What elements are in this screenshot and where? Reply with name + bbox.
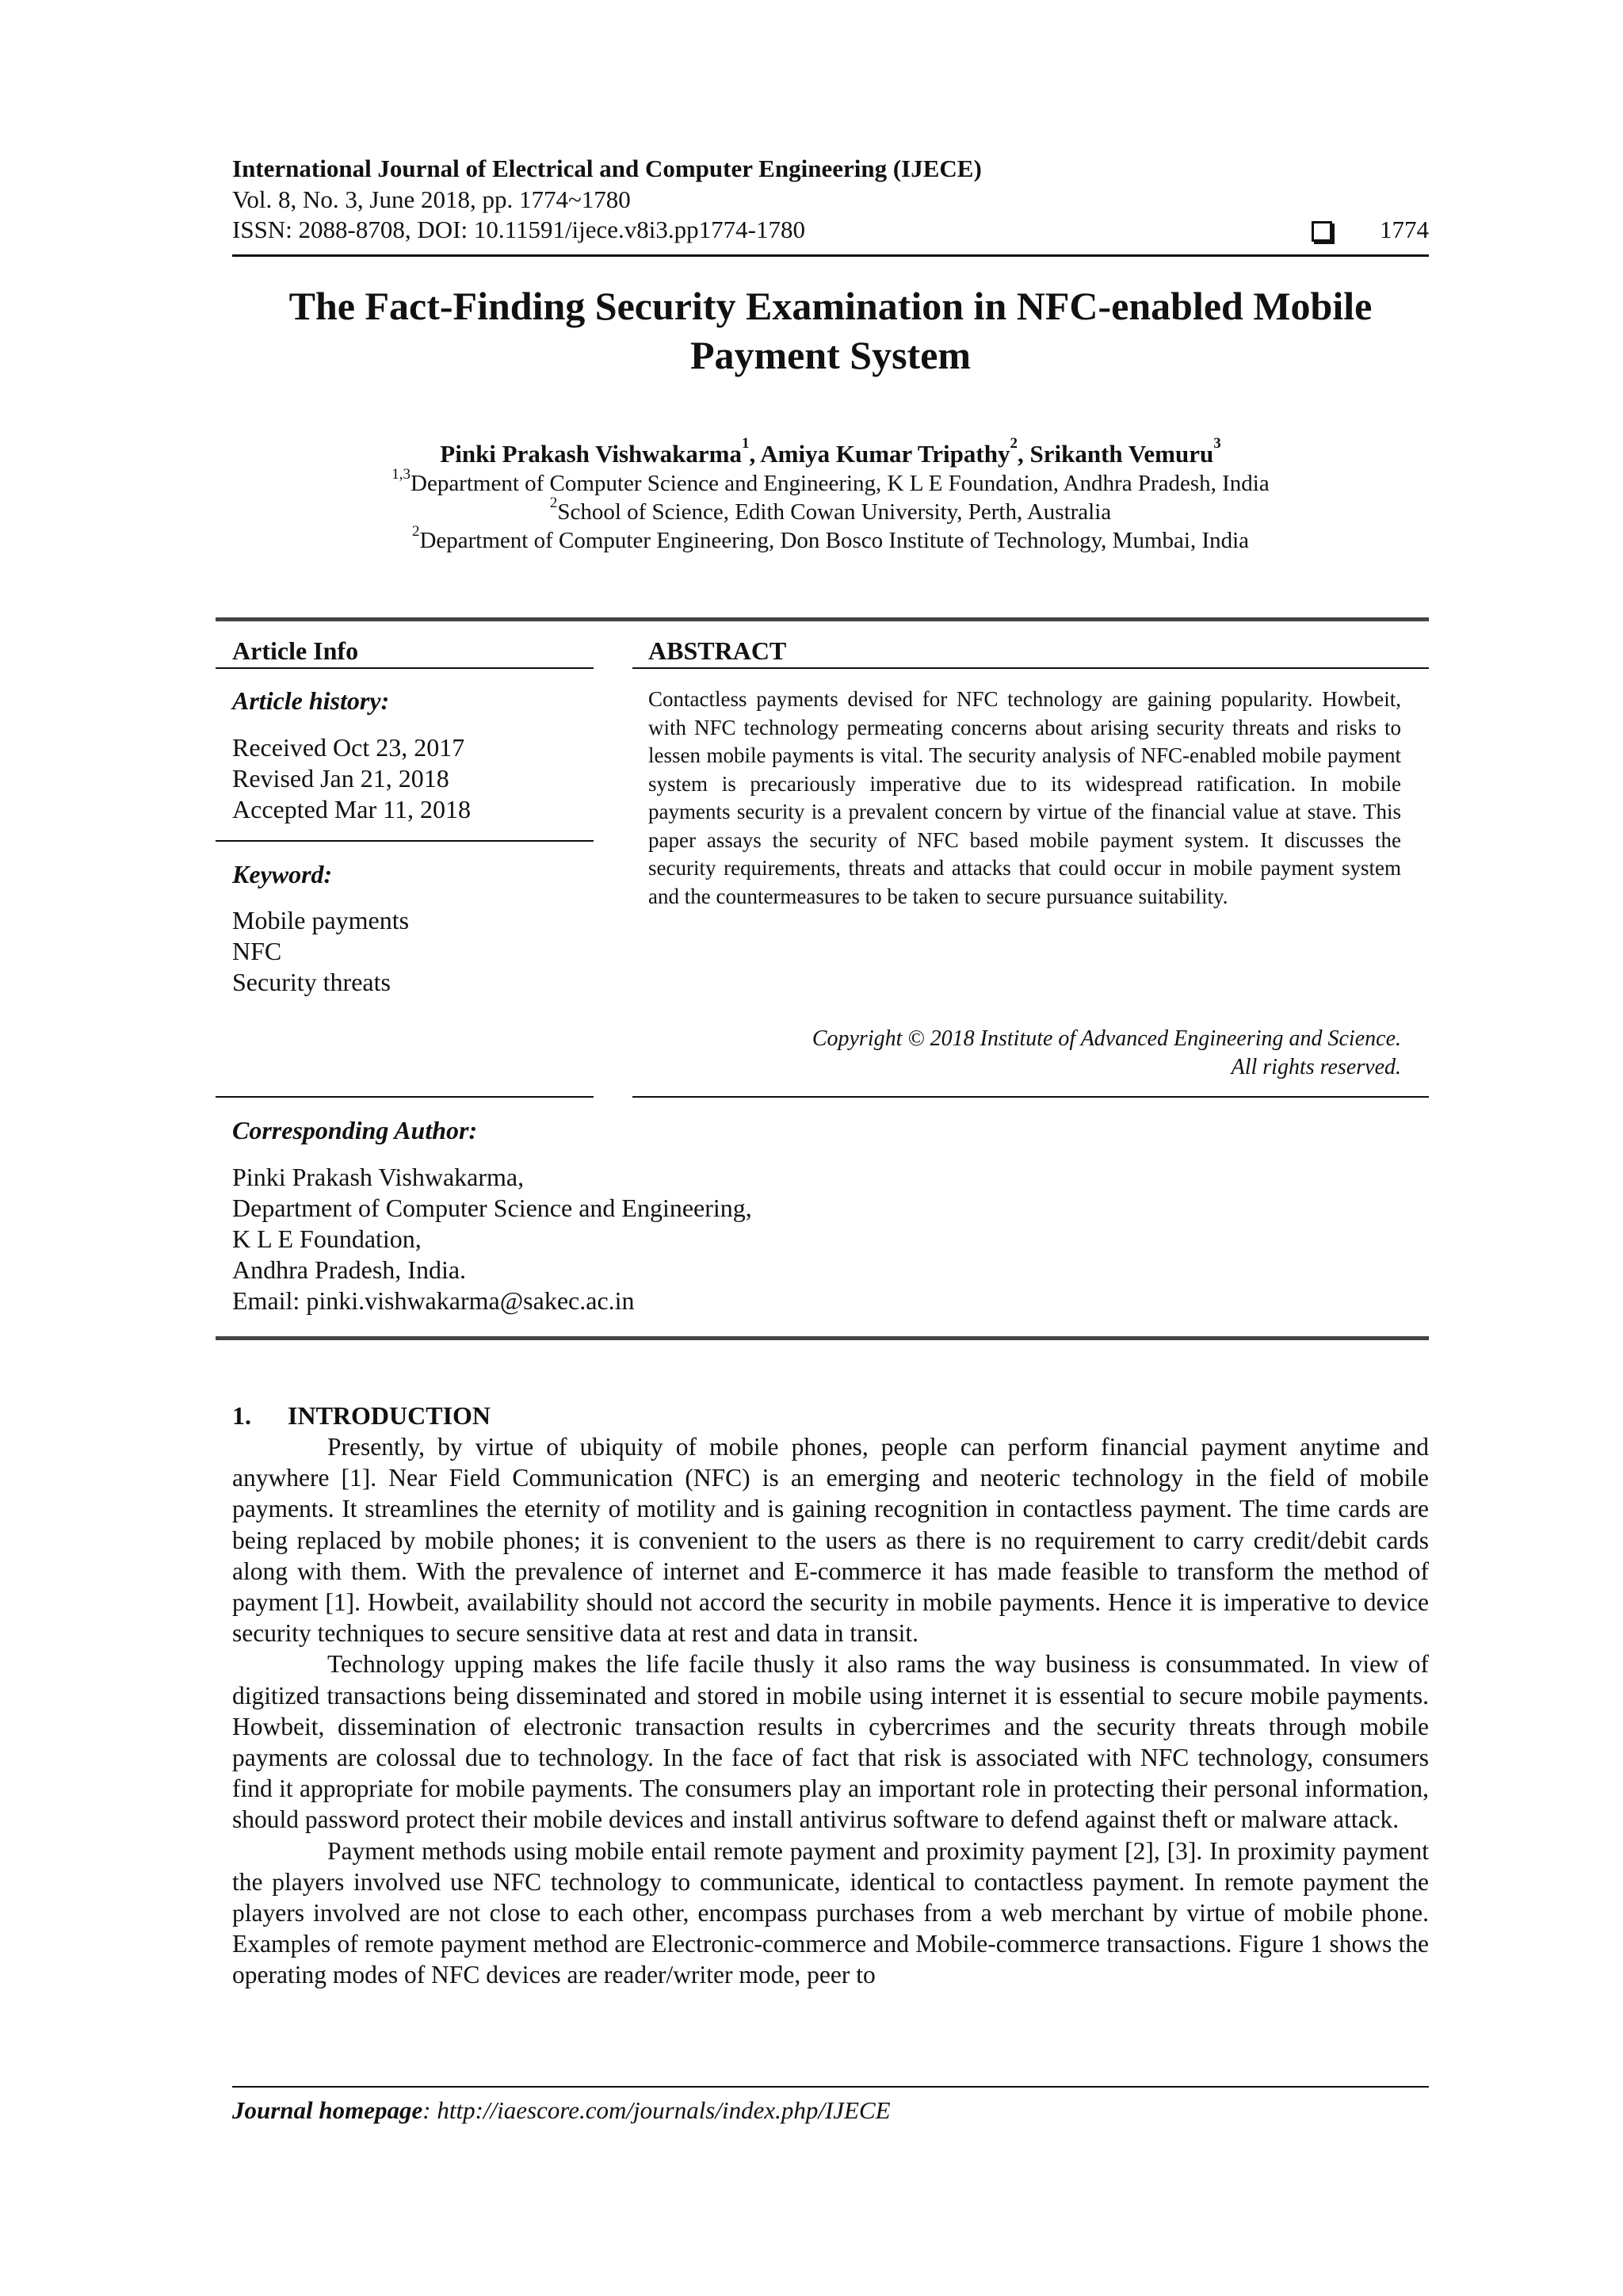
rights-line: All rights reserved. xyxy=(1231,1055,1401,1079)
keyword-item: Mobile payments xyxy=(232,906,410,934)
author-separator: , xyxy=(1017,440,1030,468)
copyright-notice xyxy=(812,1025,1401,1082)
affiliation xyxy=(232,495,1429,525)
article-history-heading: Article history: xyxy=(232,686,390,715)
abstract-rule xyxy=(632,667,1429,669)
article-info-rule xyxy=(216,667,594,669)
square-box-icon xyxy=(1312,221,1332,242)
page-marker xyxy=(1312,216,1429,244)
author-institution: K L E Foundation, xyxy=(232,1224,422,1253)
affiliation-marker: 2 xyxy=(549,495,558,511)
journal-name: International Journal of Electrical and Computer Engineering (IJECE) xyxy=(232,155,982,182)
section-title: INTRODUCTION xyxy=(288,1401,491,1430)
keyword-item: NFC xyxy=(232,937,282,965)
paragraph: Presently, by virtue of ubiquity of mobile phones, people can perform financial payment anytime and anywhere [1]. Near Field Communication (NFC) is an emerging and neoteric technology in the field of mobile payments. It streamlines the eternity of motility and is gaining recognition in contactless payment. The time cards are being replaced by mobile phones; it is convenient to the users as there is no requirement to carry credit/debit cards along with them. With the prevalence of internet and E-commerce it has made feasible to transform the method of payment [1]. Howbeit, availability should not accord the security in mobile payments. Hence it is imperative to device security techniques to secure sensitive data at rest and data in transit. xyxy=(232,1433,1429,1648)
copyright-line: Copyright © 2018 Institute of Advanced Engineering and Science. xyxy=(812,1026,1401,1051)
page-number: 1774 xyxy=(1380,216,1429,243)
issn-doi: ISSN: 2088-8708, DOI: 10.11591/ijece.v8i3.pp1774-1780 xyxy=(232,216,805,243)
author-affil-marker: 1 xyxy=(741,435,750,452)
author-name: Pinki Prakash Vishwakarma xyxy=(440,440,742,468)
keyword-list xyxy=(232,905,409,998)
author-name: Srikanth Vemuru xyxy=(1029,440,1214,468)
author-list xyxy=(232,435,1429,468)
author-location: Andhra Pradesh, India. xyxy=(232,1255,467,1284)
author-affil-marker: 2 xyxy=(1010,435,1018,452)
author-affil-marker: 3 xyxy=(1213,435,1221,452)
header-rule xyxy=(232,254,1429,257)
journal-homepage xyxy=(232,2096,891,2125)
keyword-item: Security threats xyxy=(232,968,391,996)
article-info-heading: Article Info xyxy=(232,636,359,665)
keyword-heading: Keyword: xyxy=(232,860,333,888)
volume-info: Vol. 8, No. 3, June 2018, pp. 1774~1780 xyxy=(232,185,631,213)
affiliation-marker: 1,3 xyxy=(391,466,411,483)
author-separator: , xyxy=(749,440,761,468)
affiliation xyxy=(232,466,1429,497)
author-name: Pinki Prakash Vishwakarma, xyxy=(232,1163,525,1191)
abstract-heading: ABSTRACT xyxy=(648,636,787,665)
affiliation-text: Department of Computer Engineering, Don Bosco Institute of Technology, Mumbai, India xyxy=(419,528,1250,553)
received-date: Received Oct 23, 2017 xyxy=(232,733,465,762)
affiliation xyxy=(232,523,1429,554)
footer-rule xyxy=(232,2086,1429,2088)
abstract-text: Contactless payments devised for NFC technology are gaining popularity. Howbeit, with NFC technology permeating concerns about arising security threats and risks to lessen mobile payments is vital. The security analysis of NFC-enabled mobile payment system is precariously imperative due to its widespread ratification. In mobile payments security is a prevalent concern by virtue of the financial value at stave. This paper assays the security of NFC based mobile payment system. It discusses the security requirements, threats and attacks that could occur in mobile payment system and the countermeasures to be taken to secure pursuance suitability. xyxy=(648,687,1401,908)
section-heading-introduction xyxy=(232,1401,491,1431)
revised-date: Revised Jan 21, 2018 xyxy=(232,764,449,793)
issn-line xyxy=(232,216,1429,244)
journal-homepage-link[interactable]: http://iaescore.com/journals/index.php/IJECE xyxy=(437,2096,891,2124)
author-email: Email: pinki.vishwakarma@sakec.ac.in xyxy=(232,1286,635,1315)
affiliation-text: Department of Computer Science and Engineering, K L E Foundation, Andhra Pradesh, India xyxy=(411,471,1270,496)
copyright-rule xyxy=(632,1096,1429,1098)
affiliation-text: School of Science, Edith Cowan University, Perth, Australia xyxy=(557,499,1112,525)
paragraph: Technology upping makes the life facile thusly it also rams the way business is consummated. In view of digitized transactions being disseminated and stored in mobile using internet it is essential to secure mobile payments. Howbeit, dissemination of electronic transaction results in cybercrimes and the security threats through mobile payments are colossal due to technology. In the face of fact that risk is associated with NFC technology, consumers find it appropriate for mobile payments. The consumers play an important role in protecting their personal information, should password protect their mobile devices and install antivirus software to defend against theft or malware attack. xyxy=(232,1650,1429,1834)
corresponding-author-heading: Corresponding Author: xyxy=(232,1116,478,1144)
section-number: 1. xyxy=(232,1401,251,1430)
history-rule xyxy=(216,840,594,842)
paper-title: The Fact-Finding Security Examination in NFC-enabled Mobile Payment System xyxy=(288,284,1373,377)
info-box-top-rule xyxy=(216,617,1429,621)
footer-separator: : xyxy=(422,2096,437,2124)
keyword-rule xyxy=(216,1096,594,1098)
info-box-bottom-rule xyxy=(216,1336,1429,1340)
introduction-body xyxy=(232,1431,1429,1991)
affiliation-marker: 2 xyxy=(411,523,420,540)
author-name: Amiya Kumar Tripathy xyxy=(760,440,1010,468)
author-department: Department of Computer Science and Engineering, xyxy=(232,1194,752,1222)
paragraph: Payment methods using mobile entail remote payment and proximity payment [2], [3]. In proximity payment the players involved use NFC technology to communicate, identical to contactless payment. In remote payment the players involved are not close to each other, encompass purchases from a web merchant by virtue of mobile phone. Examples of remote payment method are Electronic-commerce and Mobile-commerce transactions. Figure 1 shows the operating modes of NFC devices are reader/writer mode, peer to xyxy=(232,1836,1429,1989)
accepted-date: Accepted Mar 11, 2018 xyxy=(232,795,471,823)
footer-label: Journal homepage xyxy=(232,2096,423,2124)
corresponding-author-details xyxy=(232,1162,752,1316)
article-history xyxy=(232,732,471,825)
